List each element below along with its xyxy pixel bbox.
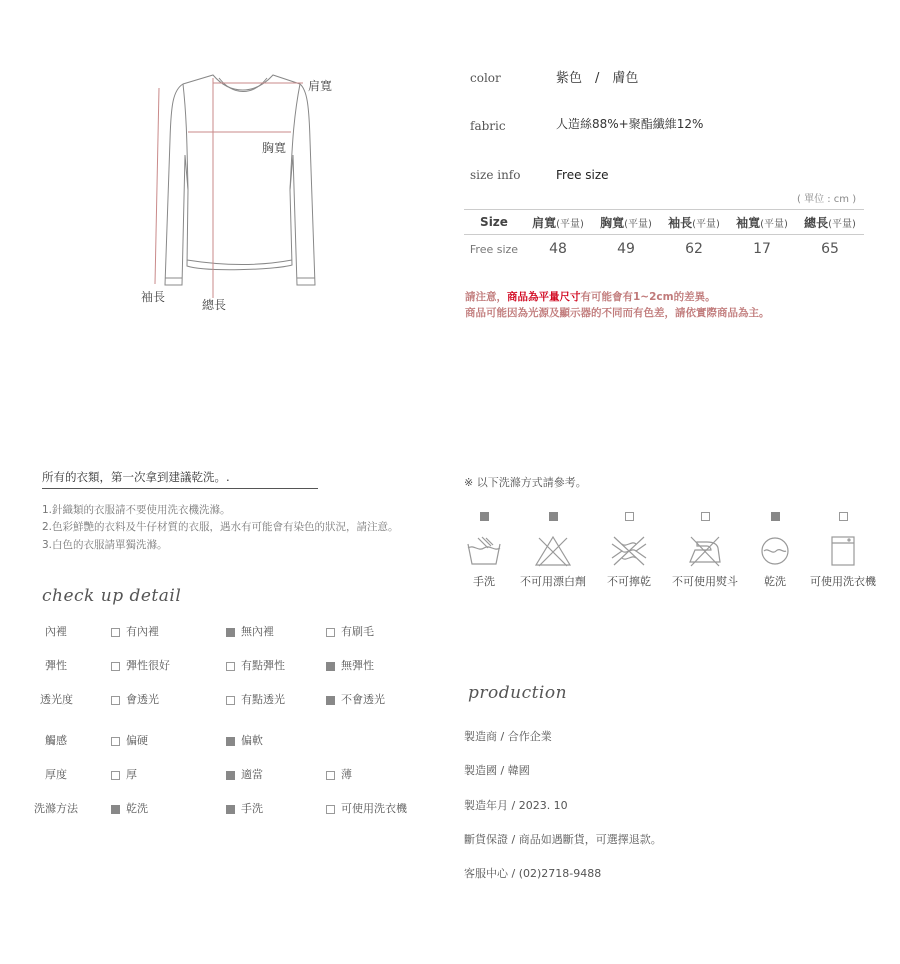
care-checkbox <box>701 512 710 521</box>
checkbox <box>111 628 120 637</box>
option: 厚 <box>111 766 137 782</box>
hand-wash-icon <box>464 534 504 568</box>
production-line: 客服中心 / (02)2718-9488 <box>464 867 602 880</box>
fabric-value: 人造絲88%+聚酯纖維12% <box>556 117 704 131</box>
table-cell: 65 <box>821 241 839 257</box>
care-note: ※ 以下洗滌方式請參考。 <box>464 476 587 489</box>
wash-notice-item: 1.針織類的衣服請不要使用洗衣機洗滌。 <box>42 504 231 516</box>
checkbox <box>326 662 335 671</box>
option: 不會透光 <box>326 691 385 707</box>
sleeve-label: 袖長 <box>141 290 166 304</box>
option: 無內裡 <box>226 623 274 639</box>
header-chest: 胸寬(平量) <box>592 210 660 235</box>
option: 有刷毛 <box>326 623 374 639</box>
table-row <box>464 235 864 264</box>
color-label: color <box>470 71 501 85</box>
length-label: 總長 <box>202 298 227 312</box>
color-value: 紫色 / 膚色 <box>556 71 639 86</box>
option: 有內裡 <box>111 623 159 639</box>
wash-notice-title: 所有的衣類，第一次拿到建議乾洗。. <box>42 469 318 489</box>
row-label: 洗滌方法 <box>34 802 78 815</box>
option: 無彈性 <box>326 657 374 673</box>
check-row-lining <box>0 623 440 639</box>
production-title: production <box>468 683 568 703</box>
option: 有點透光 <box>226 691 285 707</box>
size-table-header <box>464 210 864 235</box>
option: 適當 <box>226 766 263 782</box>
care-label: 手洗 <box>473 575 495 588</box>
care-checkbox <box>549 512 558 521</box>
check-row-thickness <box>0 766 440 782</box>
wash-notice-item: 3.白色的衣服請單獨洗滌。 <box>42 539 168 551</box>
production-line: 製造年月 / 2023. 10 <box>464 799 568 812</box>
checkbox <box>226 696 235 705</box>
table-cell: 49 <box>617 241 635 257</box>
table-cell: 62 <box>685 241 703 257</box>
checkbox <box>111 771 120 780</box>
option: 有點彈性 <box>226 657 285 673</box>
option: 手洗 <box>226 800 263 816</box>
size-note <box>465 289 716 304</box>
table-cell: 17 <box>753 241 771 257</box>
option: 偏軟 <box>226 732 263 748</box>
header-total-length: 總長(平量) <box>796 210 864 235</box>
garment-outline <box>135 60 335 320</box>
care-checkbox <box>480 512 489 521</box>
care-label: 不可使用熨斗 <box>672 575 738 588</box>
row-label: 透光度 <box>40 693 73 706</box>
checkbox <box>226 771 235 780</box>
row-label: 觸感 <box>45 734 67 747</box>
care-label: 可使用洗衣機 <box>810 575 876 588</box>
checkbox <box>226 628 235 637</box>
checkbox <box>326 805 335 814</box>
size-table-wrap <box>464 209 864 263</box>
no-bleach-icon <box>533 534 573 568</box>
size-info-value: Free size <box>556 168 609 182</box>
header-sleeve-length: 袖長(平量) <box>660 210 728 235</box>
header-size: Size <box>464 210 524 235</box>
checkbox <box>226 805 235 814</box>
table-cell: 48 <box>549 241 567 257</box>
checkbox <box>111 805 120 814</box>
chest-label: 胸寬 <box>262 141 287 155</box>
unit-label: ( 單位 : cm ) <box>797 194 857 205</box>
note-highlight: 商品為平量尺寸 <box>507 291 581 303</box>
production-line: 製造商 / 合作企業 <box>464 730 552 743</box>
checkbox <box>111 737 120 746</box>
row-label: 內裡 <box>45 625 67 638</box>
check-row-touch <box>0 732 440 748</box>
shoulder-label: 肩寬 <box>308 79 333 93</box>
size-table <box>464 210 864 263</box>
checkbox <box>226 737 235 746</box>
checkbox <box>326 771 335 780</box>
table-cell: Free size <box>469 242 519 256</box>
wash-notice-item: 2.色彩鮮艷的衣料及牛仔材質的衣服，遇水有可能會有染色的狀況，請注意。 <box>42 521 399 533</box>
care-item-washing-machine <box>798 509 888 589</box>
no-wring-icon <box>609 534 649 568</box>
row-label: 厚度 <box>45 768 67 781</box>
care-checkbox <box>625 512 634 521</box>
header-shoulder: 肩寬(平量) <box>524 210 592 235</box>
note-suffix: 有可能會有1~2cm的差異。 <box>580 291 716 303</box>
checkbox <box>111 696 120 705</box>
washing-machine-icon <box>823 534 863 568</box>
fabric-label: fabric <box>470 119 506 133</box>
check-row-sheerness <box>0 691 440 707</box>
production-line: 製造國 / 韓國 <box>464 764 530 777</box>
dry-clean-icon <box>755 534 795 568</box>
option: 偏硬 <box>111 732 148 748</box>
care-label: 不可用漂白劑 <box>520 575 586 588</box>
option: 薄 <box>326 766 352 782</box>
header-sleeve-width: 袖寬(平量) <box>728 210 796 235</box>
care-label: 乾洗 <box>764 575 786 588</box>
checkbox <box>326 628 335 637</box>
size-info-label: size info <box>470 168 521 182</box>
check-detail-title: check up detail <box>42 586 182 606</box>
care-checkbox <box>839 512 848 521</box>
option: 可使用洗衣機 <box>326 800 407 816</box>
production-line: 斷貨保證 / 商品如遇斷貨，可選擇退款。 <box>464 833 662 846</box>
row-label: 彈性 <box>45 659 67 672</box>
option: 彈性很好 <box>111 657 170 673</box>
care-label: 不可擰乾 <box>607 575 651 588</box>
no-iron-icon <box>685 534 725 568</box>
garment-diagram <box>135 60 335 320</box>
option: 會透光 <box>111 691 159 707</box>
checkbox <box>111 662 120 671</box>
note-prefix: 請注意， <box>465 291 507 303</box>
checkbox <box>326 696 335 705</box>
option: 乾洗 <box>111 800 148 816</box>
check-row-wash-method <box>0 800 440 816</box>
care-checkbox <box>771 512 780 521</box>
check-row-elasticity <box>0 657 440 673</box>
color-note: 商品可能因為光源及顯示器的不同而有色差，請依實際商品為主。 <box>465 307 770 319</box>
checkbox <box>226 662 235 671</box>
